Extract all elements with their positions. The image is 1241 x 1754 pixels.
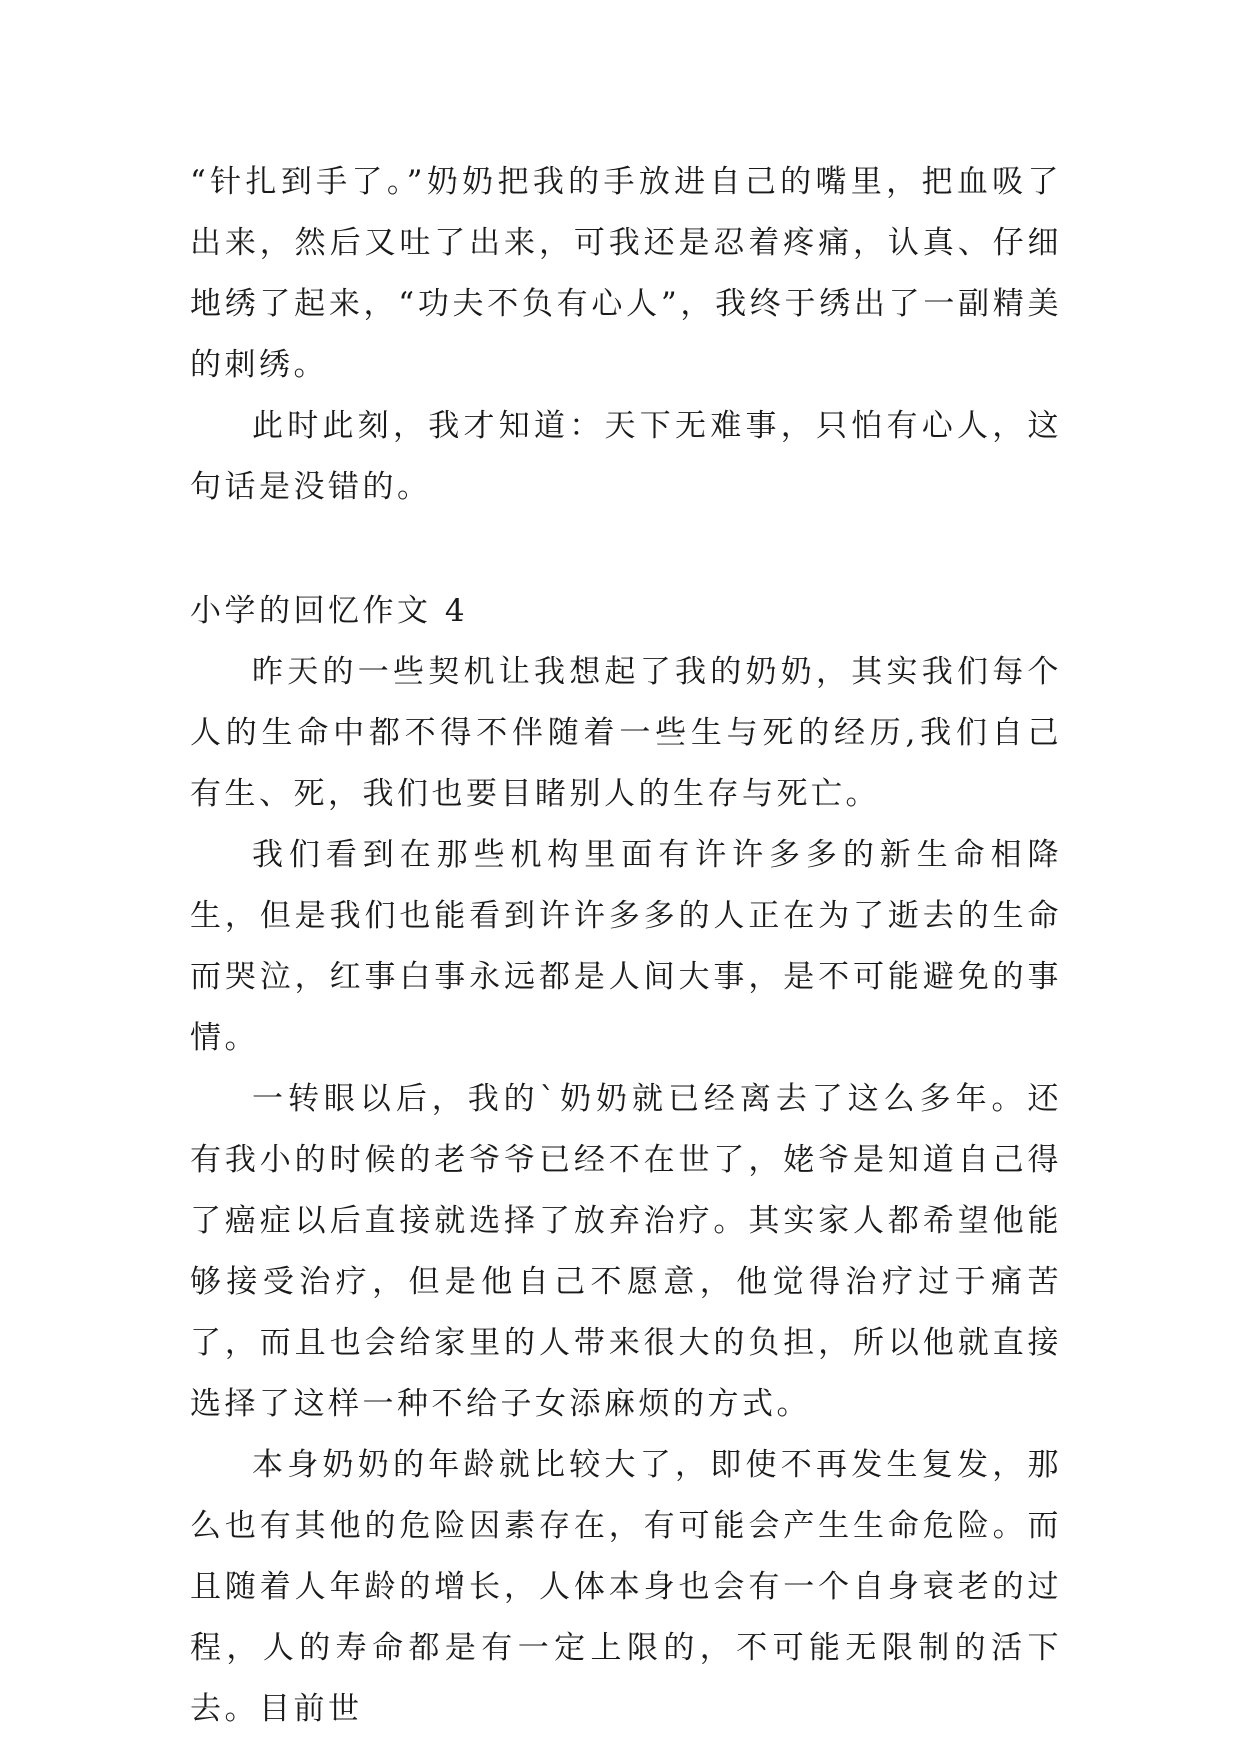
- paragraph-embroidery-continued: “针扎到手了。”奶奶把我的手放进自己的嘴里，把血吸了出来，然后又吐了出来，可我还是忍着疼痛，认真、仔细地绣了起来，“功夫不负有心人”，我终于绣出了一副精美的刺绣。: [190, 164, 1062, 383]
- document-body: [190, 152, 1062, 1740]
- paragraph-conclusion: 此时此刻，我才知道：天下无难事，只怕有心人，这句话是没错的。: [190, 408, 1062, 505]
- paragraph-grandpa-illness: 一转眼以后，我的`奶奶就已经离去了这么多年。还有我小的时候的老爷爷已经不在世了，姥爷是知道自己得了癌症以后直接就选择了放弃治疗。其实家人都希望他能够接受治疗，但是他自己不愿意，他觉得治疗过于痛苦了，而且也会给家里的人带来很大的负担，所以他就直接选择了这样一种不给子女添麻烦的方式。: [190, 1081, 1062, 1422]
- paragraph-grandmother-memory: 昨天的一些契机让我想起了我的奶奶，其实我们每个人的生命中都不得不伴随着一些生与死的经历,我们自己有生、死，我们也要目睹别人的生存与死亡。: [190, 654, 1062, 812]
- paragraph-life-and-death: 我们看到在那些机构里面有许许多多的新生命相降生，但是我们也能看到许许多多的人正在为了逝去的生命而哭泣，红事白事永远都是人间大事，是不可能避免的事情。: [190, 837, 1062, 1056]
- section-title: 小学的回忆作文 4: [190, 593, 469, 629]
- paragraph-aging: 本身奶奶的年龄就比较大了，即使不再发生复发，那么也有其他的危险因素存在，有可能会产生生命危险。而且随着人年龄的增长，人体本身也会有一个自身衰老的过程，人的寿命都是有一定上限的，不可能无限制的活下去。目前世: [190, 1447, 1062, 1727]
